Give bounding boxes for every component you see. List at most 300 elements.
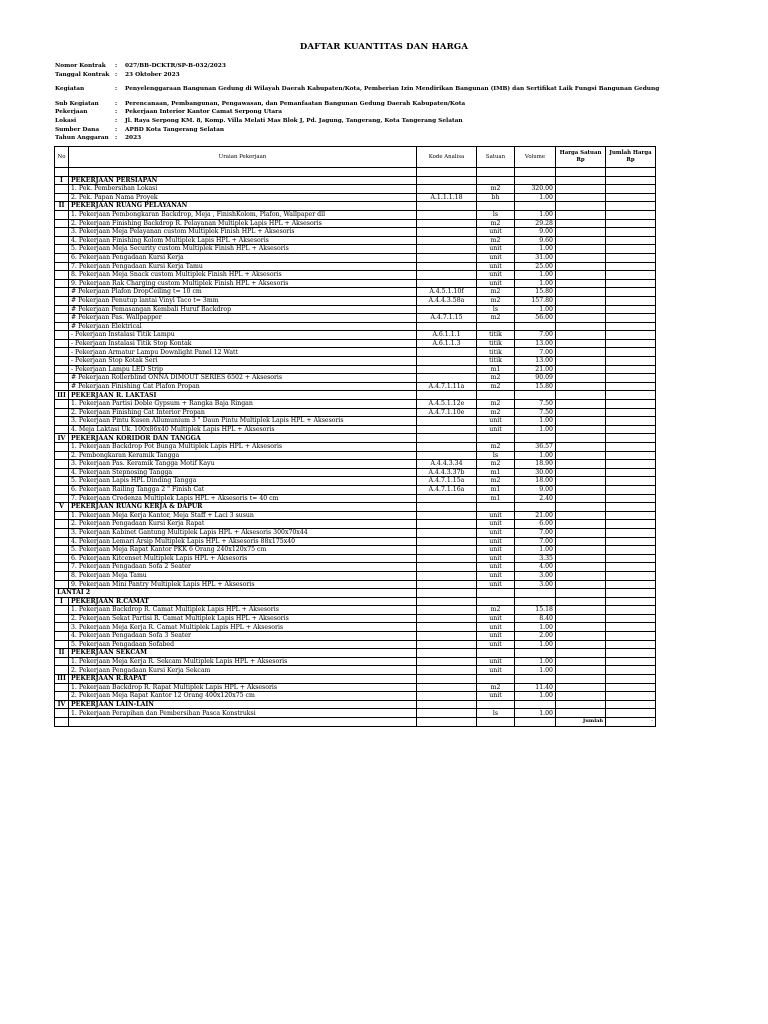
section-title: PEKERJAAN RUANG KERJA & DAPUR [69,503,417,512]
item-total-price [606,580,656,589]
item-unit-price [556,571,606,580]
section-title: PEKERJAAN R.RAPAT [69,675,417,684]
table-cell [606,176,656,185]
table-row [55,614,656,623]
table-cell [477,675,515,684]
item-unit-price [556,606,606,615]
item-total-price [606,288,656,297]
item-total-price [606,451,656,460]
table-row [55,477,656,486]
item-unit: unit [477,632,515,641]
table-cell [69,168,417,177]
item-description: 4. Pekerjaan Stepnosing Tangga [69,468,417,477]
item-total-price [606,709,656,718]
item-code [417,305,477,314]
meta-value: Jl. Raya Serpong KM. 8, Komp. Villa Melati Mas Blok J, Pd. Jagung, Tangerang, Kota Tangerang Selatan [125,117,463,124]
item-volume: 1.00 [515,692,556,701]
item-unit-price [556,614,606,623]
item-unit: unit [477,554,515,563]
item-volume: 1.00 [515,657,556,666]
table-cell [606,675,656,684]
table-cell [556,597,606,606]
item-unit: unit [477,228,515,237]
meta-value: Penyelenggaraan Bangunan Gedung di Wilayah Daerah Kabupaten/Kota, Pemberian Izin Mendirikan Bangunan (IMB) dan Sertifikat Laik Fungsi Bangunan Gedung [125,86,660,93]
table-row-section [55,176,656,185]
item-description: # Pekerjaan Plafon DropCeiling t= 10 cm [69,288,417,297]
item-total-price [606,520,656,529]
document-title: DAFTAR KUANTITAS DAN HARGA [299,42,469,52]
item-volume: 15.80 [515,382,556,391]
item-number [55,537,69,546]
item-total-price [606,528,656,537]
item-total-price [606,210,656,219]
item-description: # Pekerjaan Elektrical [69,322,417,331]
item-unit-price [556,511,606,520]
table-cell [515,176,556,185]
table-cell [606,434,656,443]
item-code [417,528,477,537]
section-number: III [55,675,69,684]
item-unit-price [556,296,606,305]
item-number [55,460,69,469]
item-code: A.4.5.1.10f [417,288,477,297]
item-unit: m2 [477,185,515,194]
item-code [417,185,477,194]
item-code: A.6.1.1.3 [417,339,477,348]
item-number [55,528,69,537]
item-number [55,253,69,262]
table-row [55,305,656,314]
item-unit-price [556,657,606,666]
table-row [55,408,656,417]
item-unit-price [556,563,606,572]
item-description: 1. Pekerjaan Backdrop R. Rapat Multiplek Lapis HPL + Aksesoris [69,683,417,692]
item-total-price [606,262,656,271]
item-volume: 4.00 [515,563,556,572]
item-description: # Pekerjaan Rollerblind ONNA DIMOUT SERIES 6502 + Aksesoris [69,374,417,383]
table-cell [556,649,606,658]
item-unit-price [556,245,606,254]
section-number: IV [55,700,69,709]
item-total-price [606,365,656,374]
table-row [55,623,656,632]
item-code [417,279,477,288]
header-no: No [55,147,69,168]
item-unit-price [556,262,606,271]
item-unit: m2 [477,443,515,452]
item-unit: unit [477,563,515,572]
item-description: 1. Pekerjaan Pembongkaran Backdrop, Meja , FinishKolom, Plafon, Wallpaper dll [69,210,417,219]
item-unit-price [556,623,606,632]
table-row-section [55,503,656,512]
meta-colon: : [115,71,118,78]
item-code: A.4.7.1.11a [417,382,477,391]
item-number [55,485,69,494]
item-description: 7. Pekerjaan Pengadaan Kursi Kerja Tamu [69,262,417,271]
table-cell [477,503,515,512]
item-unit-price [556,632,606,641]
item-volume: 1.00 [515,271,556,280]
table-cell [556,675,606,684]
item-unit: m2 [477,219,515,228]
section-number: V [55,503,69,512]
item-code [417,606,477,615]
item-unit-price [556,331,606,340]
table-row [55,520,656,529]
meta-label: Nomor Kontrak [55,63,106,69]
table-cell [556,202,606,211]
quantity-price-table [54,146,656,727]
item-code: A.4.4.3.58a [417,296,477,305]
item-total-price [606,614,656,623]
item-number [55,408,69,417]
item-code [417,511,477,520]
item-unit: titik [477,357,515,366]
table-cell [606,503,656,512]
table-cell [556,700,606,709]
table-cell [417,391,477,400]
table-cell [515,649,556,658]
header-satuan: Satuan [477,147,515,168]
meta-value: 23 Oktober 2023 [125,71,180,78]
item-total-price [606,537,656,546]
item-unit-price [556,425,606,434]
item-description: 1. Pekerjaan Perapihan dan Pembersihan Pasca Konstruksi [69,709,417,718]
section-number: I [55,176,69,185]
item-total-price [606,322,656,331]
table-row-blank [55,168,656,177]
item-code [417,451,477,460]
item-code [417,417,477,426]
table-row [55,632,656,641]
section-title: PEKERJAAN KORIDOR DAN TANGGA [69,434,417,443]
item-number [55,571,69,580]
item-number [55,236,69,245]
item-number [55,262,69,271]
item-unit: ls [477,305,515,314]
meta-colon: : [115,135,118,142]
table-cell [515,168,556,177]
meta-row [55,62,659,71]
item-total-price [606,606,656,615]
item-volume: 7.00 [515,537,556,546]
item-unit: m1 [477,494,515,503]
item-total-price [606,623,656,632]
item-total-price [606,193,656,202]
item-volume: 8.40 [515,614,556,623]
item-description: 2. Pekerjaan Finishing Backdrop R. Pelayanan Multiplek Lapis HPL + Aksesoris [69,219,417,228]
table-row [55,331,656,340]
item-volume [515,322,556,331]
table-cell [477,718,515,727]
item-number [55,365,69,374]
item-number [55,520,69,529]
item-code: A.4.7.1.15 [417,314,477,323]
item-volume: 9.00 [515,228,556,237]
item-code [417,443,477,452]
item-unit: m2 [477,288,515,297]
item-unit: unit [477,614,515,623]
table-row [55,571,656,580]
item-volume: 1.00 [515,210,556,219]
section-title: PEKERJAAN LAIN-LAIN [69,700,417,709]
table-row [55,228,656,237]
item-description: # Pekerjaan Penutup lantai Vinyl Taco t= 3mm [69,296,417,305]
table-row [55,262,656,271]
item-unit-price [556,666,606,675]
item-code [417,554,477,563]
item-code [417,494,477,503]
item-total-price [606,253,656,262]
item-code: A.4.4.3.37b [417,468,477,477]
table-row-section [55,391,656,400]
item-number [55,228,69,237]
item-volume: 31.00 [515,253,556,262]
meta-value: APBD Kota Tangerang Selatan [125,126,225,133]
item-volume: 7.00 [515,331,556,340]
item-number [55,271,69,280]
item-number [55,348,69,357]
item-description: 4. Pekerjaan Lemari Arsip Multiplek Lapis HPL + Aksesoris 88x175x40 [69,537,417,546]
item-total-price [606,339,656,348]
section-number: II [55,202,69,211]
table-row [55,357,656,366]
table-row [55,451,656,460]
table-row [55,322,656,331]
item-unit-price [556,546,606,555]
table-cell [606,649,656,658]
item-code [417,271,477,280]
item-unit-price [556,210,606,219]
item-unit: m1 [477,468,515,477]
item-description: 4. Pekerjaan Finishing Kolom Multiplek Lapis HPL + Aksesoris [69,236,417,245]
item-code [417,571,477,580]
item-description: - Pekerjaan Instalasi Titik Lampu [69,331,417,340]
item-total-price [606,408,656,417]
item-description: # Pekerjaan Pas. Wallpapper [69,314,417,323]
table-cell [515,718,556,727]
meta-colon: : [115,86,118,93]
header-volume: Volume [515,147,556,168]
section-number: II [55,649,69,658]
item-code [417,219,477,228]
item-number [55,692,69,701]
item-code [417,425,477,434]
item-total-price [606,219,656,228]
item-unit-price [556,683,606,692]
table-row [55,219,656,228]
item-unit-price [556,709,606,718]
item-volume: 1.00 [515,305,556,314]
table-row [55,374,656,383]
header-uraian: Uraian Pekerjaan [69,147,417,168]
item-unit: unit [477,571,515,580]
item-total-price [606,640,656,649]
table-cell [417,597,477,606]
item-description: 5. Pekerjaan Lapis HPL Dinding Tangga [69,477,417,486]
item-unit: m2 [477,382,515,391]
item-total-price [606,666,656,675]
item-unit-price [556,640,606,649]
item-unit-price [556,322,606,331]
table-cell [606,597,656,606]
table-cell [477,589,515,598]
item-unit-price [556,520,606,529]
item-unit: unit [477,520,515,529]
meta-value: Perencanaan, Pembangunan, Pengawasan, dan Pemanfaatan Bangunan Gedung Daerah Kabupaten/Kota [125,100,466,107]
item-unit: unit [477,580,515,589]
item-volume: 3.00 [515,571,556,580]
item-unit: m2 [477,606,515,615]
item-number [55,374,69,383]
item-code [417,365,477,374]
meta-colon: : [115,117,118,124]
table-cell [606,700,656,709]
item-total-price [606,460,656,469]
item-number [55,606,69,615]
item-description: 4. Meja Laktasi Uk. 100x86x40 Multiplek Lapis HPL + Aksesoris [69,425,417,434]
item-description: - Pekerjaan Stop Kotak Seri [69,357,417,366]
table-cell [477,391,515,400]
item-total-price [606,331,656,340]
item-unit: unit [477,511,515,520]
item-description: 5. Pekerjaan Pengadaan Sofabed [69,640,417,649]
item-description: 2. Pekerjaan Meja Rapat Kantor 12 Orang 400x120x75 cm [69,692,417,701]
item-total-price [606,554,656,563]
item-code [417,357,477,366]
item-total-price [606,563,656,572]
item-volume: 157.80 [515,296,556,305]
item-number [55,580,69,589]
item-unit: ls [477,451,515,460]
item-unit: unit [477,271,515,280]
section-number: I [55,597,69,606]
item-total-price [606,228,656,237]
meta-colon: : [115,63,118,69]
item-number [55,683,69,692]
meta-label: Sumber Dana [55,126,100,133]
item-unit-price [556,314,606,323]
table-cell [417,700,477,709]
item-volume: 1.00 [515,279,556,288]
item-total-price [606,425,656,434]
item-description: 7. Pekerjaan Credenza Multiplek Lapis HPL + Aksesoris t= 40 cm [69,494,417,503]
item-volume: 56.00 [515,314,556,323]
item-unit: unit [477,666,515,675]
item-unit-price [556,365,606,374]
item-unit-price [556,339,606,348]
table-cell [515,202,556,211]
table-cell [515,589,556,598]
table-header-row [55,147,656,168]
table-row [55,640,656,649]
contract-meta [55,62,659,143]
section-title: PEKERJAAN RUANG PELAYANAN [69,202,417,211]
item-number [55,494,69,503]
item-total-price [606,511,656,520]
item-volume: 320.00 [515,185,556,194]
table-row [55,382,656,391]
item-unit-price [556,357,606,366]
meta-value: 027/BB-DCKTR/SP-B-032/2023 [125,63,226,69]
item-total-price [606,546,656,555]
item-volume: 6.00 [515,520,556,529]
table-cell [417,168,477,177]
item-code [417,348,477,357]
item-volume: 11.40 [515,683,556,692]
item-code [417,228,477,237]
table-row [55,348,656,357]
item-description: 2. Pekerjaan Sekat Partisi R. Camat Multiplek Lapis HPL + Aksesoris [69,614,417,623]
item-description: 5. Pekerjaan Meja Rapat Kantor PKK 6 Orang 240x120x75 cm [69,546,417,555]
item-unit-price [556,443,606,452]
meta-row [55,108,659,117]
item-code [417,709,477,718]
item-number [55,623,69,632]
table-cell [477,176,515,185]
item-unit-price [556,400,606,409]
item-code [417,210,477,219]
item-volume: 3.35 [515,554,556,563]
table-cell [606,202,656,211]
item-description: 3. Pekerjaan Meja Pelayanan custom Multiplek Finish HPL + Aksesoris [69,228,417,237]
section-title: PEKERJAAN PERSIAPAN [69,176,417,185]
table-row [55,279,656,288]
table-cell [515,675,556,684]
item-number [55,219,69,228]
section-title: PEKERJAAN R.CAMAT [69,597,417,606]
item-number [55,563,69,572]
item-unit-price [556,305,606,314]
item-unit-price [556,288,606,297]
item-unit: m2 [477,296,515,305]
item-code [417,683,477,692]
item-volume: 9.00 [515,485,556,494]
item-unit: m1 [477,485,515,494]
item-unit: ls [477,709,515,718]
item-number [55,210,69,219]
table-row-section [55,700,656,709]
item-volume: 1.00 [515,451,556,460]
meta-value: Pekerjaan Interior Kantor Camat Serpong Utara [125,109,282,116]
item-unit: m1 [477,365,515,374]
item-total-price [606,185,656,194]
table-row [55,666,656,675]
table-row [55,657,656,666]
item-total-price [606,477,656,486]
item-total-price [606,279,656,288]
table-row [55,425,656,434]
item-code [417,546,477,555]
table-row-floor [55,589,656,598]
item-volume: 1.00 [515,245,556,254]
table-cell [477,700,515,709]
item-description: 5. Pekerjaan Meja Security custom Multiplek Finish HPL + Aksesoris [69,245,417,254]
item-unit-price [556,477,606,486]
item-unit: unit [477,253,515,262]
item-unit-price [556,185,606,194]
item-code [417,236,477,245]
item-unit: bh [477,193,515,202]
item-unit-price [556,460,606,469]
item-number [55,339,69,348]
table-cell [417,675,477,684]
item-number [55,279,69,288]
table-cell [417,649,477,658]
item-code: A.4.5.1.12e [417,400,477,409]
item-number [55,314,69,323]
table-cell [606,589,656,598]
